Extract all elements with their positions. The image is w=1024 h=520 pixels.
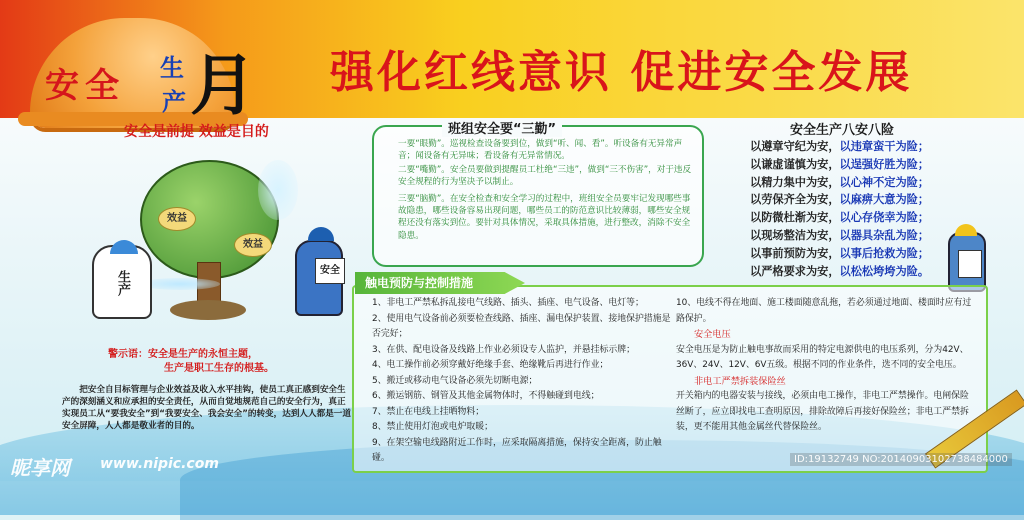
warning-line-2: 生产是职工生存的根基。 [164, 363, 274, 374]
badan-row [750, 156, 1000, 174]
badan-safe: 以劳保齐全为安， [750, 193, 840, 207]
shock-item: 2、使用电气设备前必须要检查线路、插座、漏电保护装置、接地保护措施是否完好； [372, 313, 671, 339]
logo-sheng: 生 [160, 54, 184, 82]
badan-danger: 以心存侥幸为险； [839, 211, 930, 225]
sanqin-item-3: 三要“脑勤”。在安全检查和安全学习的过程中，班组安全员要牢记发现哪些事故隐患，哪些设备容易出现问题，哪些员工的防范意识比较薄弱，哪些安全规程还没有落实到位。要针对具体情况，采取具体措施，进行整改，消除不安全隐患。 [398, 194, 691, 241]
water-spray-right [258, 160, 298, 220]
badan-danger: 以心神不定为险； [839, 175, 930, 189]
watermark-url: www.nipic.com [100, 456, 219, 472]
badan-safe: 以防微杜渐为安， [750, 211, 840, 225]
badan-danger: 以麻痹大意为险； [839, 193, 930, 207]
shock-item: 5、搬迁或移动电气设备必须先切断电源； [372, 375, 538, 386]
worker-left-label: 生产 [115, 270, 130, 296]
badan-safe: 以现场整洁为安， [750, 228, 840, 242]
left-paragraph: 把安全自目标管理与企业效益及收入水平挂钩，使员工真正感到安全生产的深刻涵义和应承担的安全责任，从而自觉地规范自己的安全行为，真正实现员工从“要我安全”到“我要安全、我会安全”的转变，达到人人都是一道安全屏障，人人都是敬业者的目的。 [62, 385, 351, 431]
sanqin-title: 班组安全要“三勤” [442, 118, 562, 137]
shock-item: 8、禁止使用灯泡或电炉取暖； [372, 422, 494, 432]
shock-title: 触电预防与控制措施 [365, 276, 474, 290]
badan-title: 安全生产八安八险 [790, 123, 895, 138]
badan-danger: 以器具杂乱为险； [839, 228, 930, 242]
badan-danger: 以违章蛮干为险； [839, 140, 930, 153]
slogan: 安全是前提 效益是目的 [124, 124, 269, 140]
sanqin-item-1: 一要“眼勤”。巡视检查设备要到位，做到“听、闻、看”。听设备有无异常声音；闻设备有无异味；看设备有无异常情况。 [398, 139, 683, 162]
fuse-title: 非电工严禁拆装保险丝 [694, 375, 786, 387]
shock-item: 1、非电工严禁私拆乱接电气线路、插头、插座、电气设备、电灯等； [372, 298, 644, 308]
water-spray-left [140, 278, 220, 290]
warning-text [108, 348, 318, 376]
worker-right-label: 安全 [315, 258, 345, 284]
tree-pot [170, 300, 246, 320]
shock-item: 9、在架空输电线路附近工作时，应采取隔离措施，保持安全距离，防止触碰。 [372, 437, 662, 463]
badan-row [750, 174, 1000, 192]
badan-safe: 以谦虚谨慎为安， [750, 157, 840, 171]
page-title: 强化红线意识 促进安全发展 [330, 47, 913, 98]
tree-fruit-1: 效益 [158, 207, 196, 231]
fuse-text: 开关箱内的电器安装与接线，必须由电工操作，非电工严禁操作。电闸保险丝断了，应立即找电工查明原因，排除故障后再接好保险丝；非电工严禁拆装，更不能用其他金属丝代替保险丝。 [676, 391, 969, 432]
sanqin-item-2: 二要“嘴勤”。安全员要做到提醒员工杜绝“三违”，做到“三不伤害”，对于违反安全规程的行为坚决予以制止。 [398, 165, 692, 188]
shock-item: 6、搬运钢筋、钢管及其他金属物体时，不得触碰到电线； [372, 391, 600, 401]
logo-chan: 产 [162, 88, 186, 116]
shock-right-list [676, 296, 976, 436]
badan-safe: 以事前预防为安， [750, 246, 840, 260]
tree-fruit-2: 效益 [234, 233, 272, 257]
badan-row [750, 191, 1000, 209]
shock-item: 3、在供、配电设备及线路上作业必须设专人监护，并悬挂标示牌； [372, 344, 636, 355]
shock-item: 4、电工操作前必须穿戴好绝缘手套、绝缘靴后再进行作业； [372, 360, 609, 370]
logo-yue: 月 [190, 46, 256, 124]
badan-danger: 以逞强好胜为险； [839, 157, 930, 171]
voltage-text: 安全电压是为防止触电事故而采用的特定电源供电的电压系列，分为42V、36V、24V、12V、6V五级。根据不同的作业条件，选不同的安全电压。 [676, 344, 969, 370]
shock-item: 7、禁止在电线上挂晒物料； [372, 406, 485, 417]
shock-left-list [372, 296, 672, 467]
shock-item-10: 10、电线不得在地面、施工楼面随意乱拖，若必须通过地面、楼面时应有过路保护。 [676, 298, 972, 324]
watermark-logo: 昵享网 [10, 456, 70, 480]
warning-line-1: 警示语：安全是生产的永恒主题， [108, 349, 258, 360]
voltage-title: 安全电压 [694, 329, 731, 340]
logo-anquan: 安全 [45, 66, 125, 106]
inspector-clipboard [958, 250, 982, 278]
badan-danger: 以松松垮垮为险。 [839, 264, 930, 278]
badan-safe: 以精力集中为安， [750, 175, 840, 189]
badan-safe: 以遵章守纪为安， [750, 140, 840, 153]
badan-safe: 以严格要求为安， [750, 264, 840, 278]
badan-row [750, 138, 1000, 156]
watermark-id: ID:19132749 NO:20140903102738484000 [790, 453, 1012, 466]
badan-danger: 以事后抢救为险； [839, 246, 930, 260]
